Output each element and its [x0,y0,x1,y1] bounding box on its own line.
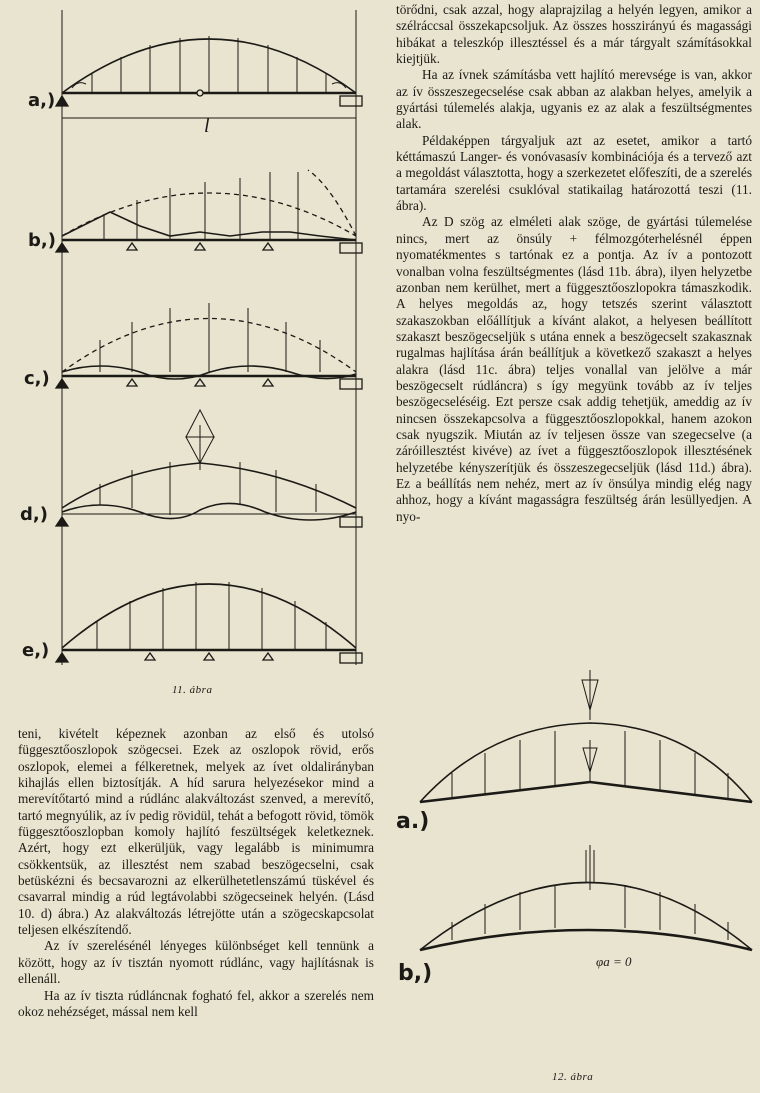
right-column-text [396,2,752,525]
paragraph: Az ív szerelésénél lényeges különbséget kell tennünk a között, hogy az ív tisztán nyomott rúdlánc, vagy hajlításnak is ellenáll. [18,938,374,987]
fig11-label-e: e,) [22,640,50,661]
left-column-text [18,726,374,1020]
figure-11 [0,0,380,700]
fig11-span-label: l [204,115,210,137]
paragraph: törődni, csak azzal, hogy alaprajzilag a helyén legyen, amikor a szélráccsal összekapcsoljuk. Az összes hosszirányú és magassági hibákat a teleszkóp illesztéssel és a már tárgyalt számításokkal kiejtjük. [396,2,752,67]
panel-b-diagram [56,170,362,253]
figure-11-caption: 11. ábra [172,684,213,696]
figure-12 [390,660,750,1060]
fig12-angle-zero-label: φa = 0 [596,954,632,969]
fig12-label-b: b,) [398,961,433,986]
figure-12-caption: 12. ábra [552,1071,594,1083]
panel-a-diagram [56,36,362,118]
fig11-label-a: a,) [28,90,56,111]
paragraph: Példaképpen tárgyaljuk azt az esetet, amikor a tartó kéttámaszú Langer- és vonóvasasív kombinációja és a tervező azt a megoldást választotta, hogy a szerkezetet előfeszíti, de a szerelés tartamára szerelési csuklóval statikailag határozottá teszi (11. ábra). [396,132,752,214]
panel-c-diagram [56,303,362,389]
paragraph: Ha az ívnek számításba vett hajlító merevsége is van, akkor az ív összeszegecselése csak abban az alakban helyes, amelyik a gyártási túlemelés alakja, ugyanis ez az alak a feszültségmentes alak. [396,67,752,132]
fig12-panel-a-diagram [420,670,752,802]
paragraph: Ha az ív tiszta rúdláncnak fogható fel, akkor a szerelés nem okoz nehézséget, mással nem kell [18,987,374,1019]
fig11-label-c: c,) [24,368,50,389]
paragraph: Az D szög az elméleti alak szöge, de gyártási túlemelése nincs, mert az önsúly + félmozgóterhelésnél éppen nyomatékmentes s tartónak ez a pontja. Az ív a pontozott vonalban volna feszültségmentes (lásd 11b. ábra), ilyen helyzetbe azonban nem kerülhet, mert a függesztőoszlopokra támaszkodik. A helyes megoldás az, hogy tetszés szerint választott szakaszokban előállítjuk a kívánt alakot, a helyesen beállított szakaszt beszögecseljük s utána ennek a beszögecselt szakasznak rugalmas hajlítása árán beállítjuk a következő szakaszt a helyes alakra (lásd 11c. ábra) teljes vonallal van jelölve a már beszögecselt rúdláncra) s így megyünk tovább az ív teljes beszögecseléséig. Ezt persze csak addig tehetjük, ameddig az ív nincsen összekapcsolva a függesztőoszlopokkal, hanem azokon csak nyugszik. Miután az ív teljesen össze van szegecselve (a záróillesztést kivéve) az ívet a függesztőoszlopok illesztésének helyzetébe kényszerítjük és összeszegecseljük (lásd 11d.) ábra). Ez a beállítás nem nehéz, mert az ív önsúlya mindig elég nagy ahhoz, hogy a kívánt magasságra feszültség árán lesüllyedjen. A nyo- [396,214,752,524]
fig12-panel-b-diagram [420,845,752,950]
panel-d-diagram [56,410,362,527]
fig11-label-b: b,) [28,230,56,251]
paragraph: teni, kivételt képeznek azonban az első és utolsó függesztőoszlopok szögecsei. Ezek az oszlopok rövid, erős oszlopok, elemei a félkeretnek, melyek az ívet oldalirányban kihajlás ellen biztosítják. A híd sarura helyezésekor mind a merevítőtartó mind a rúdlánc alakváltozást szenved, a merevítő, tartó megnyúlik, az ív pedig rövidül, tehát a befogott rövid, tömök függesztőoszlopban komoly hajlító feszültségek keletkeznek. Azért, hogy ezt elkerüljük, vagy legalább is minimumra csökkentsük, az illesztést nem szabad beszögecselni, csak betüskézni és becsavarozni az elkerülhetetlenszámú tüskével és csavarral mindig a rúd legtávolabbi szögecseinek helyén. (Lásd 10. d) ábra.) Az alakváltozás létrejötte után a szögecskapcsolat teljesen elkészítendő. [18,726,374,938]
fig11-label-d: d,) [20,504,48,525]
fig12-label-a: a.) [396,809,430,834]
panel-e-diagram [56,582,362,663]
